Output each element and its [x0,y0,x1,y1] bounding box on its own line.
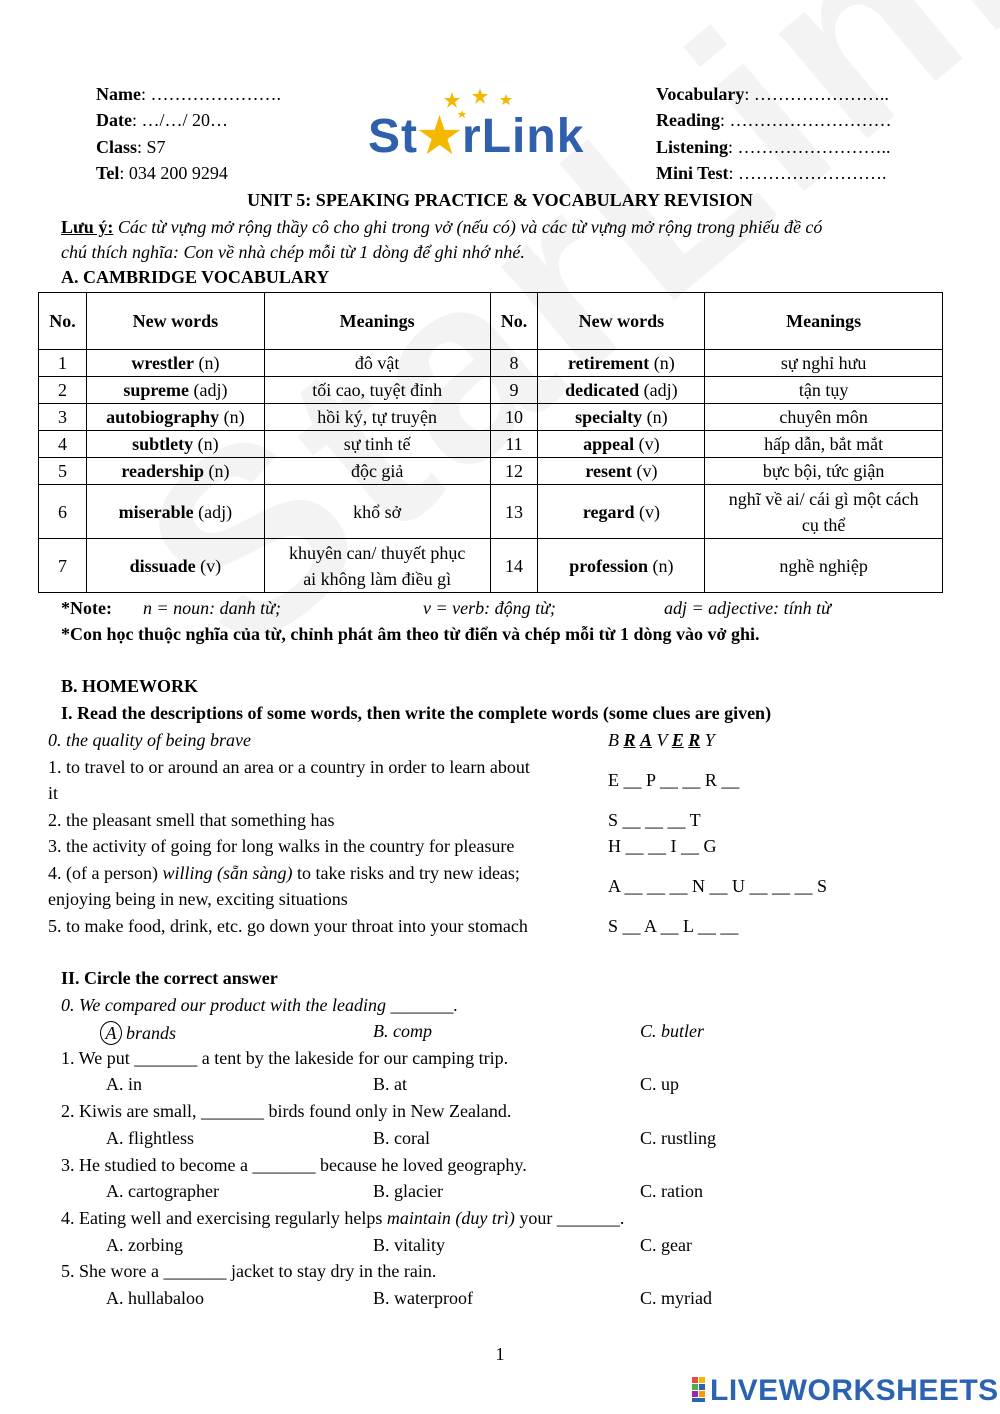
p1-a1-input[interactable]: E __ P __ __ R __ [608,770,740,790]
p1-a3-input[interactable]: H __ __ I __ G [608,836,717,856]
p2-q4-option-a[interactable]: A. zorbing [106,1235,183,1255]
cell-meaning: bực bội, tức giận [705,458,943,485]
cell-meaning: tận tụy [705,377,943,404]
p2-q3-option-c[interactable]: C. ration [640,1181,703,1201]
cell-no: 6 [39,485,87,539]
legend-adj: adj = adjective: tính từ [664,598,831,618]
p2-q0-option-c[interactable]: C. butler [640,1021,705,1041]
answer-circle: A [100,1021,122,1045]
p1-a4-input[interactable]: A __ __ __ N __ U __ __ __ S [608,876,828,896]
cell-no: 4 [39,431,87,458]
part-2-title: II. Circle the correct answer [61,968,278,988]
cell-word: resent (v) [538,458,705,485]
p1-q4: 4. (of a person) willing (sẵn sàng) to take risks and try new ideas; [48,863,520,883]
cell-word: profession (n) [538,539,705,593]
p2-q4: 4. Eating well and exercising regularly helps maintain (duy trì) your _______. [61,1208,625,1228]
part-1-title: I. Read the descriptions of some words, then write the complete words (some clues are given) [61,703,772,723]
p2-q0-option-b[interactable]: B. comp [373,1021,432,1041]
cell-no: 13 [490,485,538,539]
cell-no: 5 [39,458,87,485]
table-row [39,377,943,404]
liveworksheets-icon [692,1377,706,1403]
p2-q3: 3. He studied to become a _______ because he loved geography. [61,1155,527,1175]
table-header-row [39,293,943,350]
vocabulary-table [38,292,943,593]
cell-meaning: khổ sở [264,485,490,539]
p2-q2-option-b[interactable]: B. coral [373,1128,430,1148]
class-field: Class: S7 [96,137,166,157]
p1-q2: 2. the pleasant smell that something has [48,810,335,830]
p1-q4-cont: enjoying being in new, exciting situations [48,889,348,909]
cell-meaning: độc giả [264,458,490,485]
legend-noun: n = noun: danh từ; [143,598,281,618]
p2-q1: 1. We put _______ a tent by the lakeside for our camping trip. [61,1048,509,1068]
p2-q5-option-c[interactable]: C. myriad [640,1288,712,1308]
cell-word: dissuade (v) [86,539,264,593]
p1-q5: 5. to make food, drink, etc. go down your throat into your stomach [48,916,528,936]
table-row [39,350,943,377]
p1-a0: B R A V E R Y [608,730,715,750]
cell-meaning: tối cao, tuyệt đỉnh [264,377,490,404]
table-row [39,539,943,593]
cell-meaning: đô vật [264,350,490,377]
cell-word: retirement (n) [538,350,705,377]
p2-q1-option-a[interactable]: A. in [106,1074,142,1094]
vocabulary-score: Vocabulary: ………………….. [656,84,889,104]
listening-score: Listening: …………………….. [656,137,891,157]
cell-word: subtlety (n) [86,431,264,458]
header-new-words: New words [86,293,264,350]
cell-meaning: sự tinh tế [264,431,490,458]
p2-q3-option-a[interactable]: A. cartographer [106,1181,219,1201]
cell-meaning: nghề nghiệp [705,539,943,593]
p2-q5-option-b[interactable]: B. waterproof [373,1288,473,1308]
p1-q1: 1. to travel to or around an area or a country in order to learn about [48,757,530,777]
cell-no: 12 [490,458,538,485]
cell-meaning: hồi ký, tự truyện [264,404,490,431]
cell-word: supreme (adj) [86,377,264,404]
table-row [39,431,943,458]
reading-score: Reading: ……………………… [656,110,892,130]
page-title: UNIT 5: SPEAKING PRACTICE & VOCABULARY REVISION [247,190,753,210]
p1-q1-cont: it [48,783,59,803]
cell-meaning: nghĩ về ai/ cái gì một cách cụ thể [705,485,943,539]
section-a-heading: A. CAMBRIDGE VOCABULARY [61,267,330,287]
cell-no: 8 [490,350,538,377]
header-no: No. [39,293,87,350]
cell-no: 3 [39,404,87,431]
cell-word: miserable (adj) [86,485,264,539]
p2-q2-option-c[interactable]: C. rustling [640,1128,717,1148]
cell-no: 9 [490,377,538,404]
cell-no: 2 [39,377,87,404]
note-line-1: Lưu ý: Các từ vựng mở rộng thầy cô cho ghi trong vở (nếu có) và các từ vựng mở rộng trong phiếu đề có [61,217,823,237]
p1-a5-input[interactable]: S __ A __ L __ __ [608,916,739,936]
p2-q0-option-a[interactable]: A brands [106,1021,176,1045]
header-no: No. [490,293,538,350]
cell-word: specialty (n) [538,404,705,431]
cell-meaning: chuyên môn [705,404,943,431]
p2-q1-option-b[interactable]: B. at [373,1074,407,1094]
tel-field: Tel: 034 200 9294 [96,163,228,183]
p2-q2-option-a[interactable]: A. flightless [106,1128,194,1148]
p2-q5-option-a[interactable]: A. hullabaloo [106,1288,204,1308]
cell-meaning: khuyên can/ thuyết phục ai không làm điều gì [264,539,490,593]
minitest-score: Mini Test: ……………………. [656,163,887,183]
cell-word: regard (v) [538,485,705,539]
header-new-words: New words [538,293,705,350]
page-number: 1 [495,1344,505,1364]
cell-no: 14 [490,539,538,593]
cell-meaning: hấp dẫn, bắt mắt [705,431,943,458]
header-meanings: Meanings [705,293,943,350]
cell-no: 10 [490,404,538,431]
section-b-heading: B. HOMEWORK [61,676,199,696]
logo-star-icon: ★ [418,110,463,163]
note-line-2: chú thích nghĩa: Con về nhà chép mỗi từ 1 dòng để ghi nhớ nhé. [61,242,525,262]
header-meanings: Meanings [264,293,490,350]
cell-word: appeal (v) [538,431,705,458]
starlink-logo: St★rLink [368,88,598,163]
cell-meaning: sự nghỉ hưu [705,350,943,377]
p1-q0: 0. the quality of being brave [48,730,251,750]
legend-verb: v = verb: động từ; [423,598,556,618]
p2-q3-option-b[interactable]: B. glacier [373,1181,443,1201]
p2-q1-option-c[interactable]: C. up [640,1074,680,1094]
p2-q0: 0. We compared our product with the leading _______. [61,995,458,1015]
table-row [39,404,943,431]
p1-q3: 3. the activity of going for long walks in the country for pleasure [48,836,515,856]
cell-word: autobiography (n) [86,404,264,431]
p2-q4-option-b[interactable]: B. vitality [373,1235,445,1255]
cell-word: dedicated (adj) [538,377,705,404]
table-row [39,485,943,539]
note-label: *Note: [61,598,112,618]
study-instruction: *Con học thuộc nghĩa của từ, chỉnh phát âm theo từ điển và chép mỗi từ 1 dòng vào vở ghi. [61,624,760,644]
date-field: Date: …/…/ 20… [96,110,228,130]
name-field: Name: …………………. [96,84,281,104]
p2-q2: 2. Kiwis are small, _______ birds found only in New Zealand. [61,1101,512,1121]
cell-word: readership (n) [86,458,264,485]
p1-a2-input[interactable]: S __ __ __ T [608,810,701,830]
p2-q4-option-c[interactable]: C. gear [640,1235,692,1255]
p2-q5: 5. She wore a _______ jacket to stay dry in the rain. [61,1261,437,1281]
cell-no: 7 [39,539,87,593]
liveworksheets-logo[interactable]: LIVEWORKSHEETS [692,1374,999,1408]
cell-word: wrestler (n) [86,350,264,377]
cell-no: 1 [39,350,87,377]
table-row [39,458,943,485]
cell-no: 11 [490,431,538,458]
